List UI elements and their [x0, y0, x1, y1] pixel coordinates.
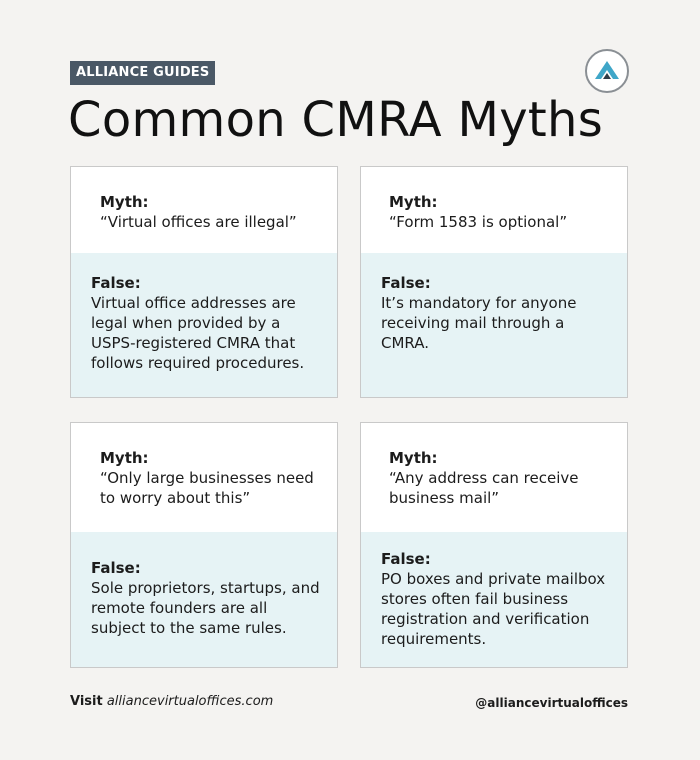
page-title: Common CMRA Myths: [68, 92, 604, 148]
myth-section: [361, 167, 627, 253]
myth-card-3: [70, 422, 338, 668]
myth-text: “Any address can receive business mail”: [389, 469, 579, 507]
false-section: [71, 532, 337, 667]
false-label: False:: [381, 274, 431, 292]
myth-card-1: [70, 166, 338, 398]
footer-visit: [70, 694, 273, 709]
visit-label: Visit: [70, 694, 103, 709]
false-section: [361, 532, 627, 667]
false-section: [361, 253, 627, 397]
myth-card-2: [360, 166, 628, 398]
myth-section: [361, 423, 627, 532]
false-text: Virtual office addresses are legal when provided by a USPS-registered CMRA that follows required procedures.: [91, 294, 305, 372]
myth-label: Myth:: [389, 193, 438, 211]
false-label: False:: [91, 559, 141, 577]
website-link[interactable]: alliancevirtualoffices.com: [106, 694, 274, 709]
myth-text: “Only large businesses need to worry about this”: [100, 469, 314, 507]
myth-label: Myth:: [100, 449, 149, 467]
social-handle[interactable]: @alliancevirtualoffices: [475, 696, 628, 710]
myth-label: Myth:: [100, 193, 149, 211]
myth-label: Myth:: [389, 449, 438, 467]
false-text: PO boxes and private mailbox stores often fail business registration and verification requirements.: [381, 570, 606, 648]
myth-section: [71, 167, 337, 253]
myth-section: [71, 423, 337, 532]
myth-text: “Form 1583 is optional”: [389, 213, 568, 231]
false-text: Sole proprietors, startups, and remote founders are all subject to the same rules.: [91, 579, 320, 637]
category-badge: ALLIANCE GUIDES: [70, 61, 215, 85]
false-text: It’s mandatory for anyone receiving mail through a CMRA.: [381, 294, 577, 352]
false-label: False:: [381, 550, 431, 568]
alliance-logo-icon: [584, 48, 630, 94]
false-label: False:: [91, 274, 141, 292]
false-section: [71, 253, 337, 397]
myth-text: “Virtual offices are illegal”: [100, 213, 297, 231]
myth-card-4: [360, 422, 628, 668]
